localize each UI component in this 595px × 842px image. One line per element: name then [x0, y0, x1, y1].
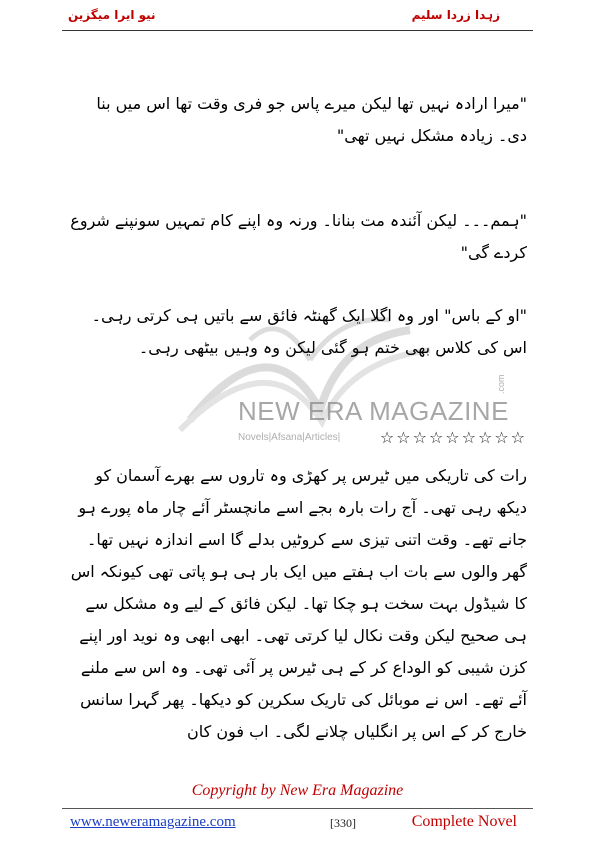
paragraph-2: "ہمم۔۔۔ لیکن آئندہ مت بنانا۔ ورنہ وہ اپنے کام تمہیں سونپنے شروع کردے گی" — [70, 211, 527, 262]
magazine-name: نیو ایرا میگزین — [68, 8, 156, 22]
paragraph-1: "میرا ارادہ نہیں تھا لیکن میرے پاس جو فری وقت تھا اس میں بنا دی۔ زیادہ مشکل نہیں تھی" — [96, 94, 527, 145]
website-link[interactable]: www.neweramagazine.com — [70, 814, 236, 830]
page-number: [330] — [330, 816, 356, 830]
watermark-subtitle: Novels|Afsana|Articles| — [238, 432, 341, 443]
watermark-suffix: .com — [496, 374, 506, 394]
copyright-notice: Copyright by New Era Magazine — [191, 782, 404, 799]
long-paragraph: رات کی تاریکی میں ٹیرس پر کھڑی وہ تاروں سے بھرے آسمان کو دیکھ رہی تھی۔ آج رات بارہ بجے اسے مانچسٹر آئے چار ماہ پورے ہو جانے تھے۔ وقت اتنی تیزی سے کروٹیں بدلے گا اسے اندازہ نہیں تھا۔ گھر والوں سے بات اب ہفتے میں ایک بار ہی ہو پاتی تھی کیونکہ اس کا شیڈول بہت سخت ہو چکا تھا۔ لیکن فائق کے لیے وہ مشکل سے ہی صحیح لیکن وقت نکال لیا کرتی تھی۔ ابھی ابھی وہ نوید اور اپنے کزن شیبی کو الوداع کر کے ہی ٹیرس پر آئی تھی۔ وہ اس سے ملنے آئے تھے۔ اس نے موبائل کی تاریک سکرین کو دیکھا۔ پھر گہرا سانس خارج کر کے اس پر انگلیاں چلانے لگی۔ اب فون کان — [70, 466, 527, 741]
section-separator-stars: ☆☆☆☆☆☆☆☆☆ — [379, 428, 527, 447]
category-label: Complete Novel — [411, 813, 517, 830]
paragraph-3: "او کے باس" اور وہ اگلا ایک گھنٹہ فائق سے باتیں ہی کرتی رہی۔ اس کی کلاس بھی ختم ہو گئی لیکن وہ وہیں بیٹھی رہی۔ — [91, 306, 527, 357]
header-divider — [62, 30, 533, 31]
footer-divider — [62, 808, 533, 809]
watermark-title: NEW ERA MAGAZINE — [238, 396, 509, 426]
author-name: زہدا زردا سلیم — [411, 8, 500, 22]
